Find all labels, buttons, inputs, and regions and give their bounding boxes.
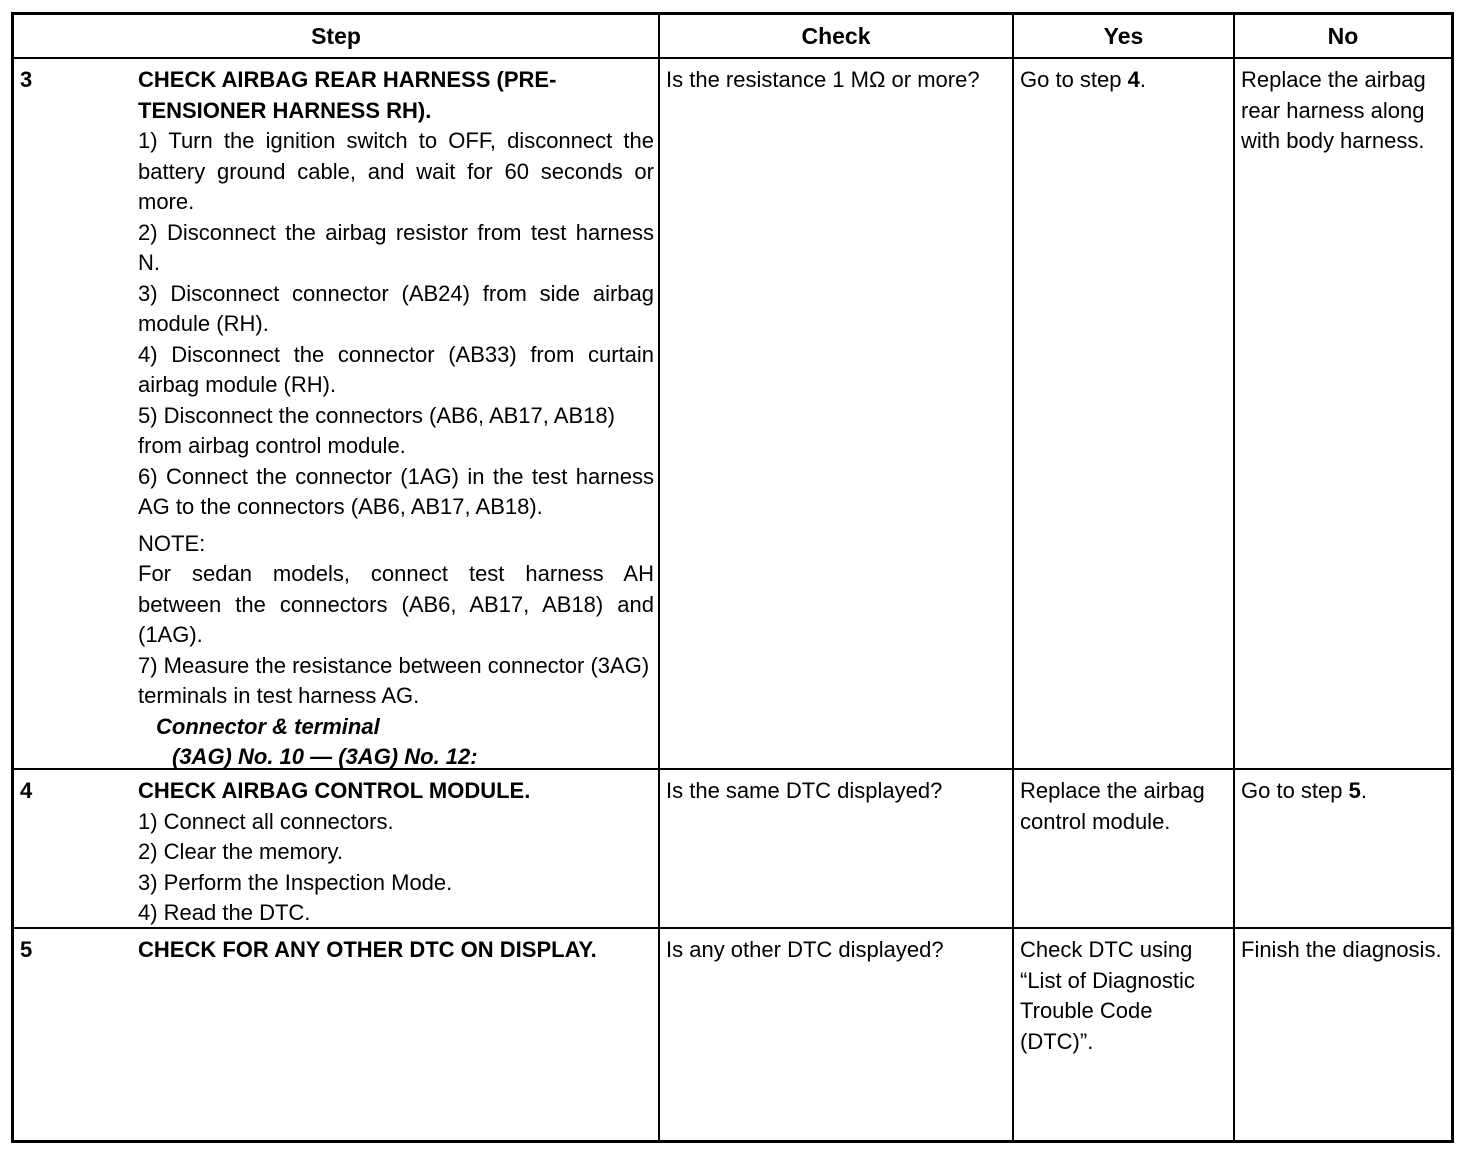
check-cell xyxy=(660,57,1014,768)
yes-cell xyxy=(1014,768,1235,927)
header-yes: Yes xyxy=(1014,15,1235,57)
step-title: CHECK AIRBAG REAR HARNESS (PRE-TENSIONER HARNESS RH). xyxy=(138,67,557,123)
header-step: Step xyxy=(14,15,660,57)
substep: 2) Disconnect the airbag resistor from test harness N. xyxy=(138,219,654,275)
yes-text: Go to step 4. xyxy=(1020,67,1146,92)
spec-label: Connector & terminal xyxy=(156,713,380,739)
table-row-step-5 xyxy=(14,927,1451,1143)
note-text: For sedan models, connect test harness AH between the connectors (AB6, AB17, AB18) and (1AG). xyxy=(138,561,654,647)
substep: 4) Read the DTC. xyxy=(138,900,311,925)
yes-cell xyxy=(1014,57,1235,768)
header-check: Check xyxy=(660,15,1014,57)
no-cell xyxy=(1235,927,1451,1143)
check-cell xyxy=(660,927,1014,1143)
check-text: Is any other DTC displayed? xyxy=(666,937,944,962)
diagnostic-table xyxy=(11,12,1454,1143)
step-cell xyxy=(14,927,660,1143)
substep: 3) Perform the Inspection Mode. xyxy=(138,869,453,895)
goto-step-number: 4 xyxy=(1127,67,1140,92)
substep: 1) Turn the ignition switch to OFF, disconnect the battery ground cable, and wait for 60 seconds or more. xyxy=(138,128,654,214)
no-text: Finish the diagnosis. xyxy=(1241,937,1442,962)
substep: 4) Disconnect the connector (AB33) from curtain airbag module (RH). xyxy=(138,341,654,397)
step-cell xyxy=(14,768,660,927)
substep: 3) Disconnect connector (AB24) from side airbag module (RH). xyxy=(138,280,654,336)
table-row-step-4 xyxy=(14,768,1451,929)
note-label: NOTE: xyxy=(138,530,206,556)
substep: 5) Disconnect the connectors (AB6, AB17, AB18) from airbag control module. xyxy=(138,402,615,458)
step-title: CHECK AIRBAG CONTROL MODULE. xyxy=(138,778,531,803)
yes-cell xyxy=(1014,927,1235,1143)
step-title: CHECK FOR ANY OTHER DTC ON DISPLAY. xyxy=(138,937,597,962)
no-text: Go to step 5. xyxy=(1241,778,1367,803)
step-cell xyxy=(14,57,660,768)
substep: 6) Connect the connector (1AG) in the test harness AG to the connectors (AB6, AB17, AB18). xyxy=(138,463,654,519)
substep: 1) Connect all connectors. xyxy=(138,808,394,834)
table-header-row xyxy=(14,15,1451,59)
no-text: Replace the airbag rear harness along with body harness. xyxy=(1241,67,1426,153)
header-no: No xyxy=(1327,23,1359,49)
no-cell xyxy=(1235,57,1451,768)
yes-prefix: Go to step xyxy=(1020,67,1128,92)
goto-step-number: 5 xyxy=(1348,778,1361,803)
step-body xyxy=(138,776,654,929)
substep: 7) Measure the resistance between connector (3AG) terminals in test harness AG. xyxy=(138,652,650,708)
step-number: 3 xyxy=(20,67,33,92)
substep: 2) Clear the memory. xyxy=(138,839,343,864)
no-prefix: Go to step xyxy=(1241,778,1349,803)
yes-text: Check DTC using “List of Diagnostic Trouble Code (DTC)”. xyxy=(1020,937,1195,1054)
step-body xyxy=(138,935,654,966)
yes-text: Replace the airbag control module. xyxy=(1020,778,1205,834)
step-number: 4 xyxy=(20,778,33,803)
table-row-step-3 xyxy=(14,57,1451,770)
check-cell xyxy=(660,768,1014,927)
no-cell xyxy=(1235,768,1451,927)
step-number: 5 xyxy=(20,937,33,962)
spec-value: (3AG) No. 10 — (3AG) No. 12: xyxy=(172,744,478,769)
step-body xyxy=(138,65,654,773)
check-text: Is the same DTC displayed? xyxy=(666,778,943,803)
check-text: Is the resistance 1 MΩ or more? xyxy=(666,67,980,92)
